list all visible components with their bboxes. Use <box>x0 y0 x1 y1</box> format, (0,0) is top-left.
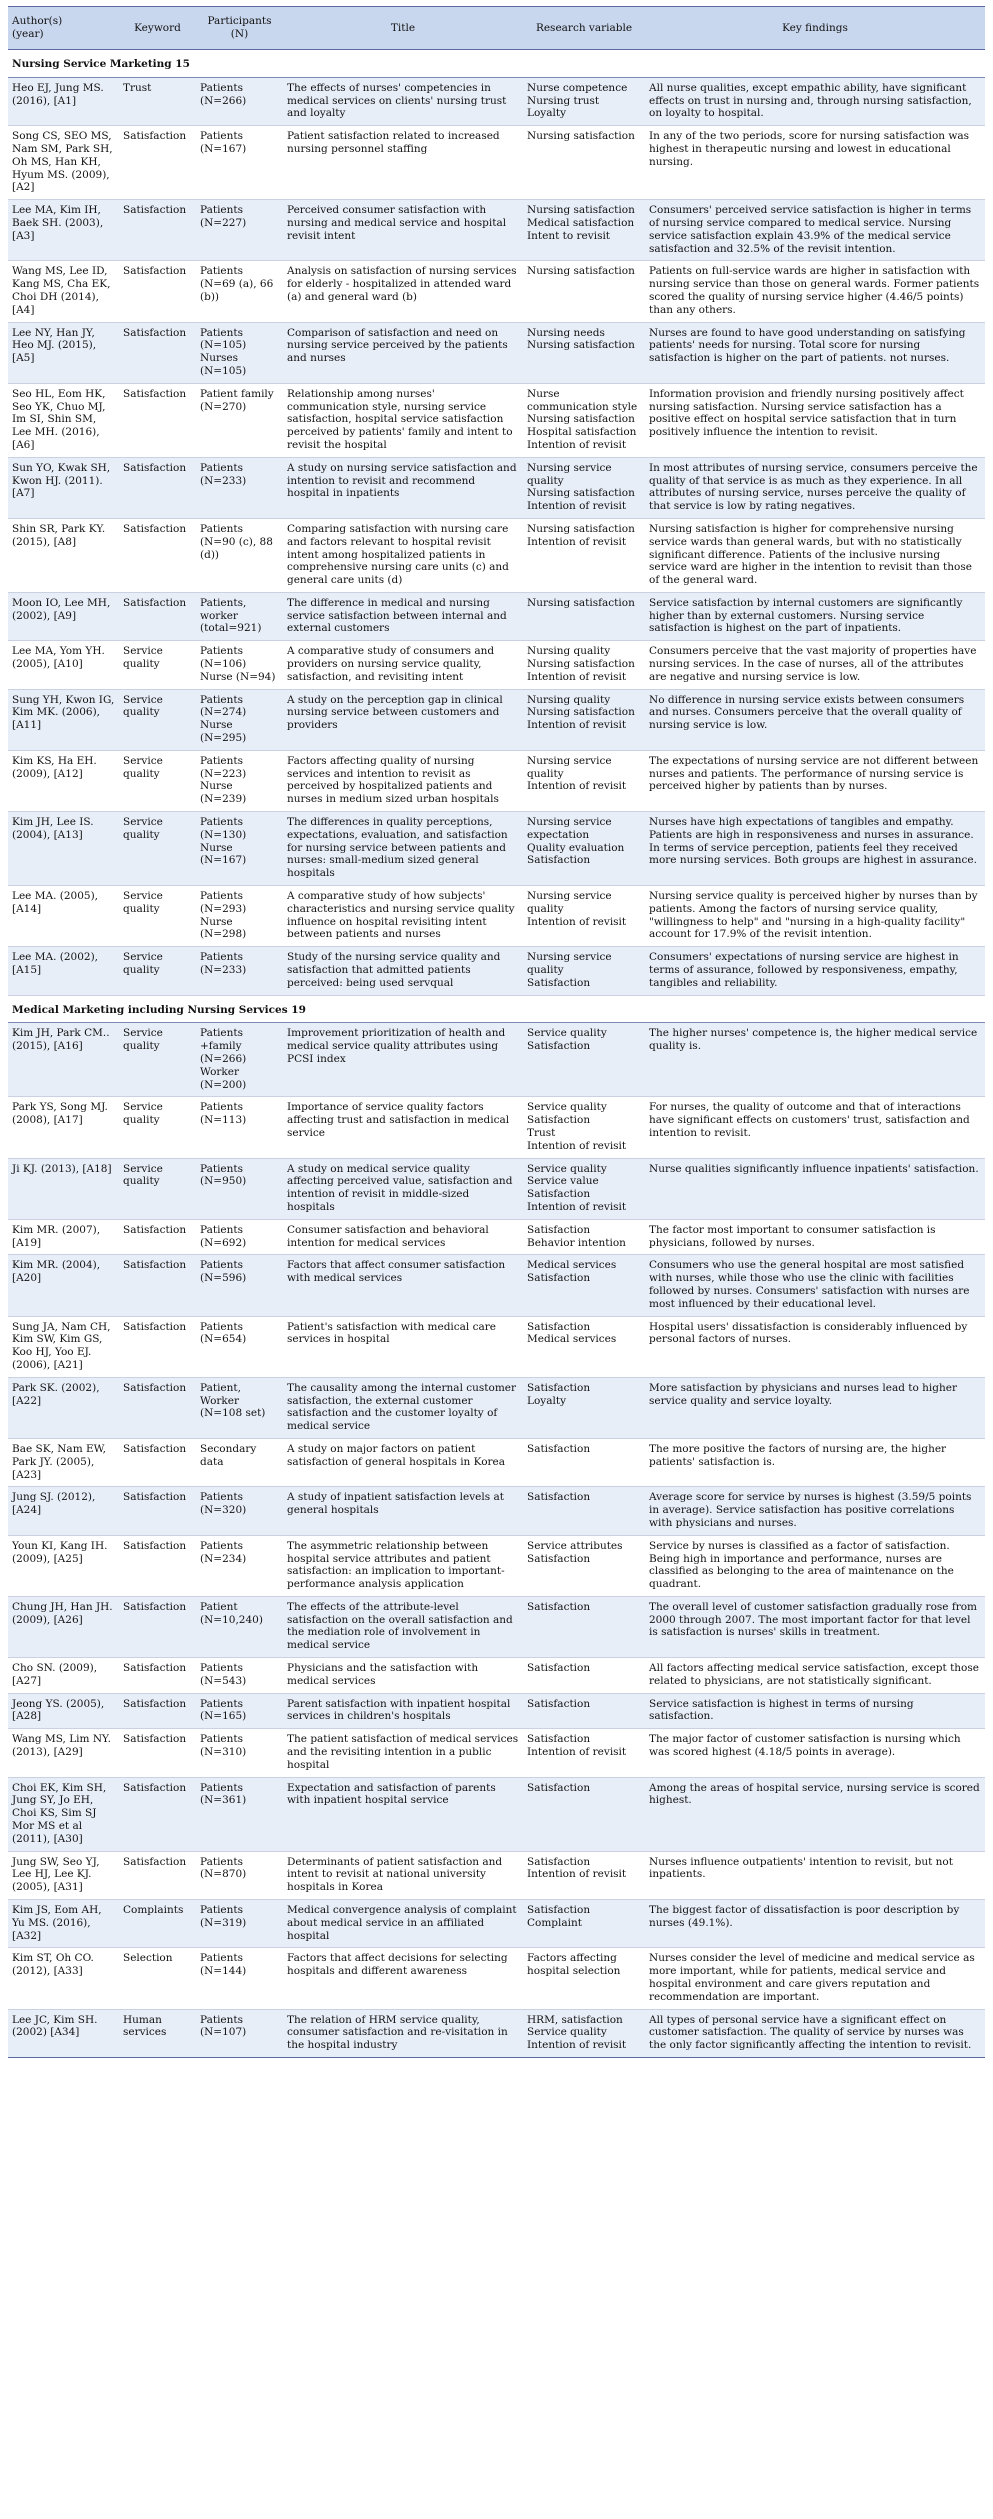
table-row <box>8 1023 985 1097</box>
key-findings-cell: For nurses, the quality of outcome and that of interactions have significant effects on customers' trust, satisfaction and intention to revisit. <box>645 1097 985 1158</box>
author-cell: Kim JH, Park CM.. (2015), [A16] <box>8 1023 119 1097</box>
table-row <box>8 1900 985 1948</box>
keyword-cell: Trust <box>119 77 196 125</box>
participants-cell: Patients (N=69 (a), 66 (b)) <box>196 261 283 322</box>
research-variable-cell: Factors affecting hospital selection <box>523 1948 645 2009</box>
participants-cell: Patients (N=165) <box>196 1693 283 1729</box>
table-row <box>8 200 985 261</box>
literature-review-table <box>8 6 985 2058</box>
author-cell: Kim JH, Lee IS. (2004), [A13] <box>8 812 119 886</box>
header-author: Author(s) (year) <box>8 7 119 50</box>
author-cell: Lee MA, Yom YH. (2005), [A10] <box>8 641 119 689</box>
author-cell: Shin SR, Park KY. (2015), [A8] <box>8 518 119 592</box>
participants-cell: Patients (N=234) <box>196 1535 283 1596</box>
section-header-row <box>8 995 985 1023</box>
participants-cell: Patients (N=167) <box>196 126 283 200</box>
research-variable-cell: Nursing service quality Intention of revisit <box>523 750 645 811</box>
table-row <box>8 886 985 947</box>
research-variable-cell: Nursing satisfaction <box>523 592 645 640</box>
research-variable-cell: Nursing service expectation Quality evaluation Satisfaction <box>523 812 645 886</box>
research-variable-cell: Nursing satisfaction Medical satisfaction Intent to revisit <box>523 200 645 261</box>
table-row <box>8 1097 985 1158</box>
author-cell: Song CS, SEO MS, Nam SM, Park SH, Oh MS, Han KH, Hyum MS. (2009), [A2] <box>8 126 119 200</box>
table-row <box>8 1851 985 1899</box>
keyword-cell: Service quality <box>119 886 196 947</box>
table-row <box>8 1596 985 1657</box>
participants-cell: Patient family (N=270) <box>196 383 283 457</box>
table-body <box>8 50 985 2058</box>
participants-cell: Patients (N=107) <box>196 2009 283 2057</box>
keyword-cell: Satisfaction <box>119 518 196 592</box>
table-header <box>8 7 985 50</box>
keyword-cell: Satisfaction <box>119 261 196 322</box>
title-cell: A study on medical service quality affecting perceived value, satisfaction and intention of revisit in middle-sized hospitals <box>283 1158 523 1219</box>
title-cell: Parent satisfaction with inpatient hospital services in children's hospitals <box>283 1693 523 1729</box>
author-cell: Jung SW, Seo YJ, Lee HJ, Lee KJ. (2005), [A31] <box>8 1851 119 1899</box>
research-variable-cell: Service attributes Satisfaction <box>523 1535 645 1596</box>
research-variable-cell: Satisfaction Behavior intention <box>523 1219 645 1255</box>
author-cell: Heo EJ, Jung MS. (2016), [A1] <box>8 77 119 125</box>
research-variable-cell: Nursing service quality Nursing satisfaction Intention of revisit <box>523 457 645 518</box>
header-row <box>8 7 985 50</box>
table-row <box>8 1693 985 1729</box>
title-cell: A study on the perception gap in clinical nursing service between customers and providers <box>283 689 523 750</box>
author-cell: Moon IO, Lee MH, (2002), [A9] <box>8 592 119 640</box>
participants-cell: Patient (N=10,240) <box>196 1596 283 1657</box>
table-row <box>8 1438 985 1486</box>
title-cell: Physicians and the satisfaction with medical services <box>283 1658 523 1694</box>
keyword-cell: Satisfaction <box>119 1377 196 1438</box>
research-variable-cell: Nursing needs Nursing satisfaction <box>523 322 645 383</box>
keyword-cell: Satisfaction <box>119 1219 196 1255</box>
participants-cell: Patients (N=319) <box>196 1900 283 1948</box>
header-participants: Participants (N) <box>196 7 283 50</box>
table-row <box>8 1948 985 2009</box>
participants-cell: Patients (N=144) <box>196 1948 283 2009</box>
title-cell: Consumer satisfaction and behavioral intention for medical services <box>283 1219 523 1255</box>
author-cell: Jung SJ. (2012), [A24] <box>8 1487 119 1535</box>
table-row <box>8 1777 985 1851</box>
author-cell: Cho SN. (2009), [A27] <box>8 1658 119 1694</box>
key-findings-cell: All factors affecting medical service satisfaction, except those related to physicians, are not statistically significant. <box>645 1658 985 1694</box>
title-cell: A study on major factors on patient satisfaction of general hospitals in Korea <box>283 1438 523 1486</box>
title-cell: Study of the nursing service quality and satisfaction that admitted patients perceived: being used servqual <box>283 947 523 995</box>
keyword-cell: Satisfaction <box>119 1851 196 1899</box>
table-row <box>8 1658 985 1694</box>
table-row <box>8 1219 985 1255</box>
title-cell: Factors that affect decisions for selecting hospitals and different awareness <box>283 1948 523 2009</box>
author-cell: Choi EK, Kim SH, Jung SY, Jo EH, Choi KS, Sim SJ Mor MS et al (2011), [A30] <box>8 1777 119 1851</box>
table-row <box>8 1316 985 1377</box>
participants-cell: Patients (N=692) <box>196 1219 283 1255</box>
research-variable-cell: Nurse competence Nursing trust Loyalty <box>523 77 645 125</box>
key-findings-cell: Consumers' perceived service satisfaction is higher in terms of nursing service compared to medical service. Nursing service satisfaction explain 43.9% of the medical service satisfaction and 32.5% of the revisit intention. <box>645 200 985 261</box>
research-variable-cell: Satisfaction <box>523 1777 645 1851</box>
research-variable-cell: Service quality Satisfaction <box>523 1023 645 1097</box>
keyword-cell: Service quality <box>119 812 196 886</box>
table-row <box>8 457 985 518</box>
table-row <box>8 592 985 640</box>
table-row <box>8 261 985 322</box>
keyword-cell: Satisfaction <box>119 457 196 518</box>
author-cell: Lee MA. (2005), [A14] <box>8 886 119 947</box>
key-findings-cell: More satisfaction by physicians and nurses lead to higher service quality and service loyalty. <box>645 1377 985 1438</box>
keyword-cell: Satisfaction <box>119 1729 196 1777</box>
research-variable-cell: Nursing service quality Satisfaction <box>523 947 645 995</box>
research-variable-cell: Satisfaction Medical services <box>523 1316 645 1377</box>
key-findings-cell: Nurses consider the level of medicine and medical service as more important, while for patients, medical service and hospital environment and care givers reputation and recommendation are important. <box>645 1948 985 2009</box>
title-cell: Expectation and satisfaction of parents with inpatient hospital service <box>283 1777 523 1851</box>
keyword-cell: Service quality <box>119 1158 196 1219</box>
key-findings-cell: Consumers who use the general hospital are most satisfied with nurses, while those who use the clinic with facilities followed by nurses. Consumers' satisfaction with nurses are most influenced by their educational level. <box>645 1255 985 1316</box>
author-cell: Bae SK, Nam EW, Park JY. (2005), [A23] <box>8 1438 119 1486</box>
participants-cell: Patients (N=274) Nurse (N=295) <box>196 689 283 750</box>
participants-cell: Patients (N=223) Nurse (N=239) <box>196 750 283 811</box>
keyword-cell: Satisfaction <box>119 1596 196 1657</box>
title-cell: A comparative study of how subjects' characteristics and nursing service quality influence on hospital revisiting intent between patients and nurses <box>283 886 523 947</box>
key-findings-cell: Nursing service quality is perceived higher by nurses than by patients. Among the factors of nursing service quality, "willingness to help" and "nursing in a high-quality facility" account for 17.9% of the revisit intention. <box>645 886 985 947</box>
title-cell: Patient's satisfaction with medical care services in hospital <box>283 1316 523 1377</box>
title-cell: Comparing satisfaction with nursing care and factors relevant to hospital revisit intent among hospitalized patients in comprehensive nursing care units (c) and general care units (d) <box>283 518 523 592</box>
key-findings-cell: Nurses are found to have good understanding on satisfying patients' needs for nursing. Total score for nursing satisfaction is higher on the part of patients. not nurses. <box>645 322 985 383</box>
research-variable-cell: Medical services Satisfaction <box>523 1255 645 1316</box>
author-cell: Chung JH, Han JH. (2009), [A26] <box>8 1596 119 1657</box>
table-row <box>8 641 985 689</box>
participants-cell: Patients (N=361) <box>196 1777 283 1851</box>
participants-cell: Patients (N=654) <box>196 1316 283 1377</box>
key-findings-cell: In most attributes of nursing service, consumers perceive the quality of that service is as much as they experience. In all attributes of nursing service, nurses perceive the quality of that service is low by rating negatives. <box>645 457 985 518</box>
key-findings-cell: Hospital users' dissatisfaction is considerably influenced by personal factors of nurses. <box>645 1316 985 1377</box>
author-cell: Kim JS, Eom AH, Yu MS. (2016), [A32] <box>8 1900 119 1948</box>
key-findings-cell: The factor most important to consumer satisfaction is physicians, followed by nurses. <box>645 1219 985 1255</box>
title-cell: The causality among the internal customer satisfaction, the external customer satisfaction and the customer loyalty of medical service <box>283 1377 523 1438</box>
research-variable-cell: Satisfaction Intention of revisit <box>523 1851 645 1899</box>
participants-cell: Patients (N=320) <box>196 1487 283 1535</box>
table-row <box>8 947 985 995</box>
keyword-cell: Human services <box>119 2009 196 2057</box>
table-row <box>8 322 985 383</box>
key-findings-cell: Service satisfaction by internal customers are significantly higher than by external customers. Nursing service satisfaction is highest on the part of inpatients. <box>645 592 985 640</box>
key-findings-cell: Service by nurses is classified as a factor of satisfaction. Being high in importance and performance, nurses are classified as belonging to the area of maintenance on the quadrant. <box>645 1535 985 1596</box>
title-cell: Importance of service quality factors affecting trust and satisfaction in medical service <box>283 1097 523 1158</box>
title-cell: Medical convergence analysis of complaint about medical service in an affiliated hospital <box>283 1900 523 1948</box>
author-cell: Youn KI, Kang IH. (2009), [A25] <box>8 1535 119 1596</box>
participants-cell: Patients, worker (total=921) <box>196 592 283 640</box>
participants-cell: Patients (N=227) <box>196 200 283 261</box>
key-findings-cell: Information provision and friendly nursing positively affect nursing satisfaction. Nursing service satisfaction has a positive effect on hospital service satisfaction that in turn positively influence the intention to revisit. <box>645 383 985 457</box>
research-variable-cell: Satisfaction <box>523 1596 645 1657</box>
key-findings-cell: The expectations of nursing service are not different between nurses and patients. The performance of nursing service is perceived higher by patients than by nurses. <box>645 750 985 811</box>
research-variable-cell: Nursing satisfaction <box>523 261 645 322</box>
key-findings-cell: Service satisfaction is highest in terms of nursing satisfaction. <box>645 1693 985 1729</box>
keyword-cell: Satisfaction <box>119 1777 196 1851</box>
table-row <box>8 518 985 592</box>
author-cell: Lee NY, Han JY, Heo MJ. (2015), [A5] <box>8 322 119 383</box>
key-findings-cell: Average score for service by nurses is highest (3.59/5 points in average). Service satisfaction has positive correlations with physicians and nurses. <box>645 1487 985 1535</box>
review-table <box>8 6 985 2058</box>
research-variable-cell: Satisfaction <box>523 1487 645 1535</box>
key-findings-cell: The more positive the factors of nursing are, the higher patients' satisfaction is. <box>645 1438 985 1486</box>
author-cell: Lee MA. (2002), [A15] <box>8 947 119 995</box>
title-cell: The effects of nurses' competencies in medical services on clients' nursing trust and loyalty <box>283 77 523 125</box>
author-cell: Park SK. (2002), [A22] <box>8 1377 119 1438</box>
participants-cell: Patients (N=90 (c), 88 (d)) <box>196 518 283 592</box>
keyword-cell: Service quality <box>119 1097 196 1158</box>
key-findings-cell: In any of the two periods, score for nursing satisfaction was highest in therapeutic nursing and lowest in educational nursing. <box>645 126 985 200</box>
key-findings-cell: All nurse qualities, except empathic ability, have significant effects on trust in nursing and, through nursing satisfaction, on loyalty to hospital. <box>645 77 985 125</box>
key-findings-cell: All types of personal service have a significant effect on customer satisfaction. The quality of service by nurses was the only factor significantly affecting the intention to revisit. <box>645 2009 985 2057</box>
participants-cell: Secondary data <box>196 1438 283 1486</box>
keyword-cell: Satisfaction <box>119 383 196 457</box>
header-keyword: Keyword <box>119 7 196 50</box>
keyword-cell: Service quality <box>119 689 196 750</box>
keyword-cell: Service quality <box>119 947 196 995</box>
participants-cell: Patients (N=233) <box>196 457 283 518</box>
keyword-cell: Satisfaction <box>119 1535 196 1596</box>
author-cell: Park YS, Song MJ. (2008), [A17] <box>8 1097 119 1158</box>
title-cell: Relationship among nurses' communication style, nursing service satisfaction, hospital service satisfaction perceived by patients' family and intent to revisit the hospital <box>283 383 523 457</box>
keyword-cell: Service quality <box>119 1023 196 1097</box>
header-research-variable: Research variable <box>523 7 645 50</box>
table-row <box>8 1729 985 1777</box>
author-cell: Wang MS, Lee ID, Kang MS, Cha EK, Choi DH (2014), [A4] <box>8 261 119 322</box>
keyword-cell: Satisfaction <box>119 1438 196 1486</box>
table-row <box>8 1487 985 1535</box>
key-findings-cell: Consumers' expectations of nursing service are highest in terms of assurance, followed by responsiveness, empathy, tangibles and reliability. <box>645 947 985 995</box>
table-row <box>8 126 985 200</box>
title-cell: The relation of HRM service quality, consumer satisfaction and re-visitation in the hospital industry <box>283 2009 523 2057</box>
participants-cell: Patients (N=950) <box>196 1158 283 1219</box>
table-row <box>8 2009 985 2057</box>
research-variable-cell: Nursing service quality Intention of revisit <box>523 886 645 947</box>
research-variable-cell: Nursing quality Nursing satisfaction Intention of revisit <box>523 641 645 689</box>
research-variable-cell: Nursing quality Nursing satisfaction Intention of revisit <box>523 689 645 750</box>
title-cell: Perceived consumer satisfaction with nursing and medical service and hospital revisit intent <box>283 200 523 261</box>
research-variable-cell: Service quality Service value Satisfaction Intention of revisit <box>523 1158 645 1219</box>
title-cell: The differences in quality perceptions, expectations, evaluation, and satisfaction for nursing service between patients and nurses: small-medium sized general hospitals <box>283 812 523 886</box>
research-variable-cell: Service quality Satisfaction Trust Intention of revisit <box>523 1097 645 1158</box>
key-findings-cell: Patients on full-service wards are higher in satisfaction with nursing service than those on general wards. Former patients scored the quality of nursing service higher (4.46/5 points) than any others. <box>645 261 985 322</box>
research-variable-cell: Satisfaction Loyalty <box>523 1377 645 1438</box>
section-header-row <box>8 50 985 78</box>
research-variable-cell: Nurse communication style Nursing satisfaction Hospital satisfaction Intention of revisit <box>523 383 645 457</box>
table-row <box>8 77 985 125</box>
keyword-cell: Satisfaction <box>119 1255 196 1316</box>
key-findings-cell: Nurses have high expectations of tangibles and empathy. Patients are high in responsiveness and nurses in assurance. In terms of service perception, patients feel they received more nursing services. Both groups are highest in assurance. <box>645 812 985 886</box>
research-variable-cell: Satisfaction <box>523 1658 645 1694</box>
section-title: Medical Marketing including Nursing Services 19 <box>8 995 985 1023</box>
title-cell: Determinants of patient satisfaction and intent to revisit at national university hospitals in Korea <box>283 1851 523 1899</box>
key-findings-cell: Nurses influence outpatients' intention to revisit, but not inpatients. <box>645 1851 985 1899</box>
table-row <box>8 1377 985 1438</box>
research-variable-cell: Nursing satisfaction <box>523 126 645 200</box>
key-findings-cell: The overall level of customer satisfaction gradually rose from 2000 through 2007. The most important factor for that level is satisfaction is nurses' skills in treatment. <box>645 1596 985 1657</box>
author-cell: Lee JC, Kim SH. (2002) [A34] <box>8 2009 119 2057</box>
keyword-cell: Service quality <box>119 750 196 811</box>
title-cell: Factors that affect consumer satisfaction with medical services <box>283 1255 523 1316</box>
header-title: Title <box>283 7 523 50</box>
author-cell: Ji KJ. (2013), [A18] <box>8 1158 119 1219</box>
table-row <box>8 1255 985 1316</box>
author-cell: Kim ST, Oh CO. (2012), [A33] <box>8 1948 119 2009</box>
research-variable-cell: Satisfaction <box>523 1438 645 1486</box>
keyword-cell: Service quality <box>119 641 196 689</box>
author-cell: Kim MR. (2004), [A20] <box>8 1255 119 1316</box>
participants-cell: Patients (N=870) <box>196 1851 283 1899</box>
author-cell: Seo HL, Eom HK, Seo YK, Chuo MJ, Im SI, Shin SM, Lee MH. (2016), [A6] <box>8 383 119 457</box>
title-cell: Comparison of satisfaction and need on nursing service perceived by the patients and nurses <box>283 322 523 383</box>
participants-cell: Patients (N=293) Nurse (N=298) <box>196 886 283 947</box>
key-findings-cell: Nursing satisfaction is higher for comprehensive nursing service wards than general wards, but with no statistically significant difference. Patients of the inclusive nursing service ward are higher in the intention to revisit than those of the general ward. <box>645 518 985 592</box>
research-variable-cell: Satisfaction <box>523 1693 645 1729</box>
table-row <box>8 1158 985 1219</box>
keyword-cell: Satisfaction <box>119 1316 196 1377</box>
table-row <box>8 689 985 750</box>
key-findings-cell: The biggest factor of dissatisfaction is poor description by nurses (49.1%). <box>645 1900 985 1948</box>
table-row <box>8 1535 985 1596</box>
participants-cell: Patients (N=543) <box>196 1658 283 1694</box>
participants-cell: Patients (N=106) Nurse (N=94) <box>196 641 283 689</box>
participants-cell: Patients +family (N=266) Worker (N=200) <box>196 1023 283 1097</box>
keyword-cell: Satisfaction <box>119 592 196 640</box>
keyword-cell: Satisfaction <box>119 322 196 383</box>
title-cell: Patient satisfaction related to increased nursing personnel staffing <box>283 126 523 200</box>
keyword-cell: Complaints <box>119 1900 196 1948</box>
keyword-cell: Satisfaction <box>119 1693 196 1729</box>
keyword-cell: Satisfaction <box>119 1487 196 1535</box>
participants-cell: Patients (N=105) Nurses (N=105) <box>196 322 283 383</box>
title-cell: The asymmetric relationship between hospital service attributes and patient satisfaction: an implication to important-performance analysis application <box>283 1535 523 1596</box>
title-cell: A study of inpatient satisfaction levels at general hospitals <box>283 1487 523 1535</box>
author-cell: Kim MR. (2007), [A19] <box>8 1219 119 1255</box>
title-cell: A study on nursing service satisfaction and intention to revisit and recommend hospital in inpatients <box>283 457 523 518</box>
title-cell: A comparative study of consumers and providers on nursing service quality, satisfaction, and revisiting intent <box>283 641 523 689</box>
author-cell: Sun YO, Kwak SH, Kwon HJ. (2011). [A7] <box>8 457 119 518</box>
participants-cell: Patients (N=266) <box>196 77 283 125</box>
participants-cell: Patients (N=596) <box>196 1255 283 1316</box>
author-cell: Sung JA, Nam CH, Kim SW, Kim GS, Koo HJ, Yoo EJ. (2006), [A21] <box>8 1316 119 1377</box>
key-findings-cell: Nurse qualities significantly influence inpatients' satisfaction. <box>645 1158 985 1219</box>
key-findings-cell: The higher nurses' competence is, the higher medical service quality is. <box>645 1023 985 1097</box>
research-variable-cell: HRM, satisfaction Service quality Intention of revisit <box>523 2009 645 2057</box>
table-row <box>8 750 985 811</box>
keyword-cell: Satisfaction <box>119 200 196 261</box>
header-key-findings: Key findings <box>645 7 985 50</box>
title-cell: Improvement prioritization of health and medical service quality attributes using PCSI index <box>283 1023 523 1097</box>
participants-cell: Patients (N=233) <box>196 947 283 995</box>
table-row <box>8 812 985 886</box>
key-findings-cell: Consumers perceive that the vast majority of properties have nursing services. In the case of nurses, all of the attributes are negative and nursing service is low. <box>645 641 985 689</box>
research-variable-cell: Satisfaction Complaint <box>523 1900 645 1948</box>
participants-cell: Patients (N=130) Nurse (N=167) <box>196 812 283 886</box>
title-cell: Factors affecting quality of nursing services and intention to revisit as perceived by hospitalized patients and nurses in medium sized urban hospitals <box>283 750 523 811</box>
author-cell: Sung YH, Kwon IG, Kim MK. (2006), [A11] <box>8 689 119 750</box>
table-row <box>8 383 985 457</box>
section-title: Nursing Service Marketing 15 <box>8 50 985 78</box>
participants-cell: Patients (N=310) <box>196 1729 283 1777</box>
key-findings-cell: Among the areas of hospital service, nursing service is scored highest. <box>645 1777 985 1851</box>
title-cell: The effects of the attribute-level satisfaction on the overall satisfaction and the mediation role of involvement in medical service <box>283 1596 523 1657</box>
author-cell: Jeong YS. (2005), [A28] <box>8 1693 119 1729</box>
title-cell: The patient satisfaction of medical services and the revisiting intention in a public hospital <box>283 1729 523 1777</box>
author-cell: Wang MS, Lim NY. (2013), [A29] <box>8 1729 119 1777</box>
research-variable-cell: Satisfaction Intention of revisit <box>523 1729 645 1777</box>
title-cell: Analysis on satisfaction of nursing services for elderly - hospitalized in attended ward (a) and general ward (b) <box>283 261 523 322</box>
keyword-cell: Selection <box>119 1948 196 2009</box>
author-cell: Kim KS, Ha EH. (2009), [A12] <box>8 750 119 811</box>
key-findings-cell: The major factor of customer satisfaction is nursing which was scored highest (4.18/5 points in average). <box>645 1729 985 1777</box>
author-cell: Lee MA, Kim IH, Baek SH. (2003), [A3] <box>8 200 119 261</box>
keyword-cell: Satisfaction <box>119 126 196 200</box>
participants-cell: Patient, Worker (N=108 set) <box>196 1377 283 1438</box>
keyword-cell: Satisfaction <box>119 1658 196 1694</box>
research-variable-cell: Nursing satisfaction Intention of revisit <box>523 518 645 592</box>
key-findings-cell: No difference in nursing service exists between consumers and nurses. Consumers perceive that the overall quality of nursing service is low. <box>645 689 985 750</box>
participants-cell: Patients (N=113) <box>196 1097 283 1158</box>
title-cell: The difference in medical and nursing service satisfaction between internal and external customers <box>283 592 523 640</box>
